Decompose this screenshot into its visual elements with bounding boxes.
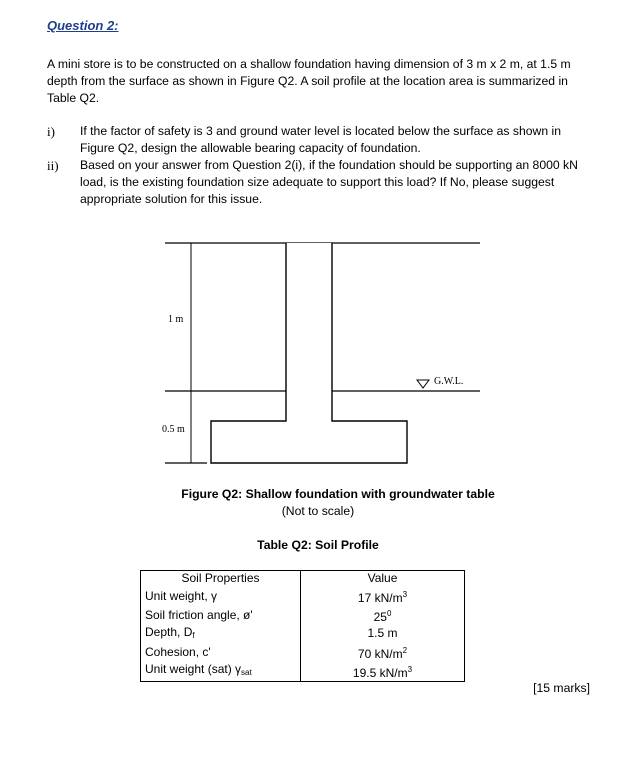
figure-note: (Not to scale) bbox=[281, 504, 355, 518]
property-cell: Cohesion, c' bbox=[141, 643, 301, 662]
footing-outline bbox=[211, 243, 407, 463]
question-heading: Question 2: bbox=[47, 18, 119, 33]
table-row bbox=[141, 643, 465, 662]
table-title: Table Q2: Soil Profile bbox=[257, 538, 379, 552]
value-cell: 1.5 m bbox=[301, 625, 465, 643]
marks-label: [15 marks] bbox=[533, 681, 590, 695]
gwl-label: G.W.L. bbox=[434, 376, 464, 387]
part-text: If the factor of safety is 3 and ground water level is located below the surface as shown in Figure Q2, design the allowable bearing capacity of foundation. bbox=[80, 124, 561, 155]
header-property: Soil Properties bbox=[141, 571, 301, 587]
value-cell: 70 $kN/m^2$ bbox=[301, 643, 465, 662]
value-cell: $25^0$ bbox=[301, 606, 465, 625]
table-row bbox=[141, 662, 465, 682]
part-number: i) bbox=[47, 124, 55, 139]
property-cell: Unit weight, γ bbox=[141, 587, 301, 606]
table-row bbox=[141, 606, 465, 625]
table-header-row bbox=[141, 571, 465, 587]
header-value: Value bbox=[301, 571, 465, 587]
dim-upper-label: 1 m bbox=[168, 314, 184, 325]
property-cell: Unit weight (sat) $\gamma_{sat}$ bbox=[141, 662, 301, 682]
value-cell: 19.5 $kN/m^3$ bbox=[301, 662, 465, 682]
part-text: Based on your answer from Question 2(i), if the foundation should be supporting an 8000 kN load, is the existing foundation size adequate to support this load? If No, please suggest appropriate solution for this issue. bbox=[80, 158, 578, 206]
gwl-triangle-icon bbox=[417, 380, 429, 388]
property-cell: Depth, $D_f$ bbox=[141, 625, 301, 643]
table-row bbox=[141, 625, 465, 643]
question-intro: A mini store is to be constructed on a shallow foundation having dimension of 3 m x 2 m, at 1.5 m depth from the surface as shown in Figure Q2. A soil profile at the location area is summarized in Table Q2. bbox=[47, 57, 571, 105]
table-row bbox=[141, 587, 465, 606]
part-number: ii) bbox=[47, 158, 59, 173]
value-cell: 17 $kN/m^3$ bbox=[301, 587, 465, 606]
property-cell: Soil friction angle, ø' bbox=[141, 606, 301, 625]
dim-lower-label: 0.5 m bbox=[162, 424, 185, 435]
figure-caption: Figure Q2: Shallow foundation with groundwater table bbox=[181, 487, 495, 501]
soil-profile-table bbox=[140, 570, 465, 682]
